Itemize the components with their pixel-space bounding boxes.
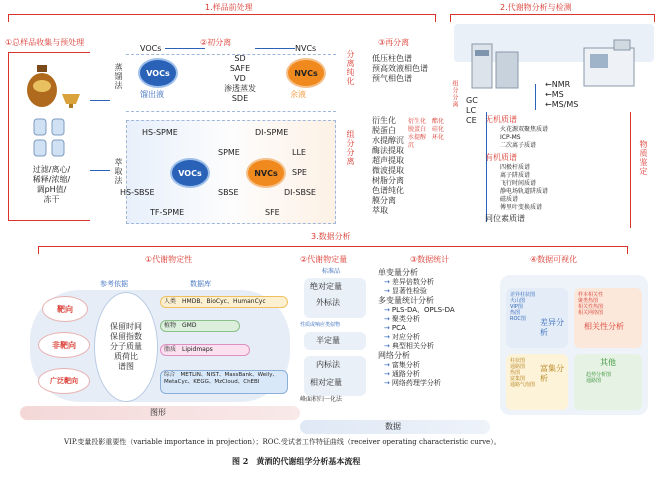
viz-item: 差异柱状图 xyxy=(510,292,536,298)
flow-arrow xyxy=(90,100,110,101)
resep-item: 预气相色谱 xyxy=(372,74,412,83)
resep-mid: 脱蛋白 xyxy=(408,126,427,133)
distill-methods xyxy=(215,54,265,104)
other-items xyxy=(586,372,611,384)
section-title-data-analysis: 3.数据分析 xyxy=(308,232,354,242)
target-text: 广泛靶向 xyxy=(50,377,78,385)
stats-group: 网络分析 xyxy=(378,351,410,360)
viz-item: 相关网络图 xyxy=(578,310,604,316)
inorganic-ms-list xyxy=(500,126,548,150)
viz-item: 聚类热图 xyxy=(578,298,599,304)
ms-item: 火花源双聚焦质谱 xyxy=(500,126,549,133)
pretreat-step: 调pH值/ xyxy=(36,185,67,194)
vocs-text: VOCs xyxy=(178,168,202,178)
identification-label: 物质鉴定 xyxy=(639,140,648,176)
basis-circle xyxy=(94,292,158,402)
rel-items xyxy=(578,292,603,316)
qual-bottom-label: 图形 xyxy=(150,408,166,417)
figure-title: 图 2 黄酒的代谢组学分析基本流程 xyxy=(232,456,361,466)
instr-connector xyxy=(486,112,487,222)
wine-cup-icon xyxy=(60,90,82,110)
quant-semi: 半定量 xyxy=(316,336,340,345)
viz-item: 热图 xyxy=(510,370,521,376)
group-sep-label: 组分分离 xyxy=(451,80,458,108)
enrich-items xyxy=(510,358,535,388)
viz-item: ROC图 xyxy=(510,316,526,322)
db-name: GMD xyxy=(182,322,197,329)
purify-side-label: 分离纯化 xyxy=(346,50,355,86)
db-name: HMDB、BioCyc、HumanCyc xyxy=(182,298,266,305)
method: VD xyxy=(234,74,246,83)
sample-jar-icon xyxy=(22,62,62,110)
step-label-reseparation: ③再分离 xyxy=(378,38,410,47)
std-label: 标准品 xyxy=(322,268,341,275)
bracket-line xyxy=(450,14,655,15)
section-title-analysis: 2.代谢物分析与检测 xyxy=(500,3,572,12)
instr-nmr: ←NMR xyxy=(545,80,571,89)
viz-item: 火山图 xyxy=(510,298,526,304)
method-di-spme: DI-SPME xyxy=(255,128,289,137)
instr-ce: CE xyxy=(466,116,477,125)
method-lle: LLE xyxy=(292,148,306,157)
resep-item: 树脂分离 xyxy=(372,176,404,185)
stats-bottom-label: 数据 xyxy=(385,422,401,431)
stats-item: → 通路分析 xyxy=(378,370,455,379)
basis-item: 分子质量 xyxy=(110,342,142,351)
basis-item: 保留时间 xyxy=(110,322,142,331)
targeted-badge xyxy=(42,296,88,322)
quant-relative: 相对定量 xyxy=(310,378,342,387)
inorganic-ms-title: 无机质谱 xyxy=(485,115,517,124)
stats-item: → 显著性检验 xyxy=(378,287,455,296)
ms-item: ICP-MS xyxy=(500,134,521,141)
quant-title: ②代谢物定量 xyxy=(300,255,348,264)
resep-mid2 xyxy=(432,118,450,142)
resep-mid2-item: 硅化 xyxy=(432,126,445,133)
nvcs-text: NVCs xyxy=(254,168,278,178)
caption-text: VIP.变量投影重要性（variable importance in projection）；ROC.受试者工作特征曲线（receiver operating characteristic curve）。 xyxy=(64,438,501,446)
vocs-extract-ellipse xyxy=(170,158,210,188)
left-border-bottom xyxy=(8,220,90,221)
basis-item: 保留指数 xyxy=(110,332,142,341)
method-hs-spme: HS-SPME xyxy=(142,128,178,137)
bracket-tick xyxy=(8,14,9,22)
db-name: Lipidmaps xyxy=(182,346,213,353)
method-hs-sbse: HS-SBSE xyxy=(120,188,155,197)
resep-item: 色谱纯化 xyxy=(372,186,404,195)
resep-item: 萃取 xyxy=(372,206,388,215)
ref-basis-label: 参考依据 xyxy=(100,280,128,288)
bracket-tick xyxy=(654,14,655,22)
stats-item: → 对应分析 xyxy=(378,333,455,342)
stats-group: 多变量统计分析 xyxy=(378,296,434,305)
instr-name: NMR xyxy=(551,80,571,89)
method: SDE xyxy=(231,94,249,103)
untargeted-badge xyxy=(38,332,90,358)
method-sfe: SFE xyxy=(265,208,280,217)
residue-label: 余液 xyxy=(290,90,306,99)
viz-item: VIP图 xyxy=(510,304,523,310)
method-sbse: SBSE xyxy=(218,188,239,197)
identification-bracket xyxy=(630,112,631,228)
qual-title: ①代谢物定性 xyxy=(145,255,193,264)
instr-name: MS xyxy=(551,90,564,99)
instr-name: MS/MS xyxy=(551,100,579,109)
bracket-tick xyxy=(627,246,628,254)
nmr-instrument-icon xyxy=(580,34,640,94)
viz-item: 趋势分析图 xyxy=(586,372,612,378)
stats-item: → 富集分析 xyxy=(378,361,455,370)
method: SAFE xyxy=(229,64,251,73)
resep-item: 脱蛋白 xyxy=(372,126,396,135)
separation-instruments xyxy=(466,96,478,126)
method-di-sbse: DI-SBSE xyxy=(284,188,316,197)
resep-item: 超声提取 xyxy=(372,156,404,165)
stats-item: → 网络药理学分析 xyxy=(378,379,455,388)
analysis-bracket xyxy=(38,246,628,247)
viz-item: 热图 xyxy=(510,310,521,316)
viz-item: 柱状图 xyxy=(510,358,526,364)
step-label-collection: ①总样品收集与预处理 xyxy=(5,38,85,47)
resep-item: 微波提取 xyxy=(372,166,404,175)
distillate-label: 馏出液 xyxy=(140,90,164,99)
stats-item: → 差异倍数分析 xyxy=(378,278,455,287)
pretreat-step: 稀释/浓缩/ xyxy=(32,175,71,184)
arrow-left xyxy=(165,48,205,49)
quant-footer: 峰面积归一化法 xyxy=(300,396,343,403)
nvcs-distill-ellipse xyxy=(286,58,326,88)
stats-group: 单变量分析 xyxy=(378,268,418,277)
db-name: METLIN、NIST、MassBank、Weily、MetaCyc、KEGG、MzCloud、ChEBI xyxy=(164,372,278,385)
nvcs-extract-ellipse xyxy=(246,158,286,188)
db-general xyxy=(160,370,288,394)
pretreatment-steps xyxy=(24,165,79,205)
db-plant xyxy=(160,320,240,332)
pretreat-step: 冻干 xyxy=(43,195,60,204)
bracket-tick xyxy=(450,14,451,22)
quant-external: 外标法 xyxy=(316,298,340,307)
left-border-top xyxy=(8,52,90,53)
nvcs-top-label: NVCs xyxy=(295,44,317,53)
flow-arrow xyxy=(90,170,110,171)
db-cat: 脂质 xyxy=(164,346,177,353)
viz-item: 样本相关性 xyxy=(578,292,604,298)
lcms-instrument-icon xyxy=(470,34,520,94)
resep-item: 低压柱色谱 xyxy=(372,54,412,63)
stats-title: ③数据统计 xyxy=(410,255,450,264)
arrow-right xyxy=(255,48,295,49)
resep-top-list xyxy=(372,54,428,84)
ms-item: 离子阱质谱 xyxy=(500,172,531,179)
quant-absolute: 绝对定量 xyxy=(310,282,342,291)
resep-mid2-item: 酯化 xyxy=(432,118,445,125)
vocs-top-label: VOCs xyxy=(140,44,162,53)
stats-item: → PLS-DA、OPLS-DA xyxy=(378,306,455,315)
ms-item: 二次离子质谱 xyxy=(500,142,537,149)
resep-item: 衍生化 xyxy=(372,116,396,125)
section-title-pretreatment: 1.样品前处理 xyxy=(205,3,253,12)
nvcs-text: NVCs xyxy=(294,68,318,78)
organic-ms-list xyxy=(500,164,548,212)
db-cat: 综合 xyxy=(164,372,176,378)
db-cat: 人类 xyxy=(164,298,177,305)
viz-item: 富集图 xyxy=(510,376,526,382)
extract-label: 萃取法 xyxy=(114,158,123,185)
distill-label: 蒸馏法 xyxy=(114,63,123,90)
stats-list xyxy=(378,268,455,388)
instr-ms: ←MS xyxy=(545,90,564,99)
pretreat-step: 过滤/离心/ xyxy=(32,165,71,174)
db-label: 数据库 xyxy=(190,280,211,288)
resep-mid: 衍生化 xyxy=(408,118,427,125)
instr-lc: LC xyxy=(466,106,477,115)
ms-item: 飞行时间质谱 xyxy=(500,180,537,187)
viz-item: 通路图 xyxy=(510,364,526,370)
stats-item: → PCA xyxy=(378,324,455,333)
rel-label: 相关性分析 xyxy=(584,322,624,331)
instr-msms: ←MS/MS xyxy=(545,100,579,109)
stats-item: → 聚类分析 xyxy=(378,315,455,324)
viz-item: 通路图 xyxy=(586,378,602,384)
resep-item: 水提醇沉 xyxy=(372,136,404,145)
bracket-tick xyxy=(435,14,436,22)
method: 渗透蒸发 xyxy=(224,84,256,93)
isotope-ms: 同位素质谱 xyxy=(485,214,525,223)
viz-title: ④数据可视化 xyxy=(530,255,578,264)
stats-item: → 典型相关分析 xyxy=(378,342,455,351)
method-spme: SPME xyxy=(218,148,240,157)
basis-item: 谱图 xyxy=(118,362,134,371)
bracket-tick xyxy=(38,246,39,254)
vocs-distill-ellipse xyxy=(138,58,178,88)
ms-item: 静电场轨道阱质谱 xyxy=(500,188,549,195)
basis-item: 质荷比 xyxy=(114,352,138,361)
resep-mid: 水提醇沉 xyxy=(408,134,427,149)
target-buttons xyxy=(38,296,88,396)
resep-item: 酶法提取 xyxy=(372,146,404,155)
db-lipid xyxy=(160,344,250,356)
target-text: 靶向 xyxy=(57,304,73,314)
resep-bottom-list xyxy=(372,116,404,216)
fraction-side-label: 组分分离 xyxy=(346,130,355,166)
left-border xyxy=(8,52,9,220)
resep-mid-labels xyxy=(408,118,430,150)
analog-note: 性质或响应类似物 xyxy=(300,322,341,328)
ms-item: 傅里叶变换质谱 xyxy=(500,204,543,211)
resep-mid2-item: 环化 xyxy=(432,134,445,141)
widely-targeted-badge xyxy=(38,368,90,394)
vocs-text: VOCs xyxy=(146,68,170,78)
other-label: 其他 xyxy=(600,358,616,367)
diff-label: 差异分析 xyxy=(540,318,564,337)
resep-item: 预高效液相色谱 xyxy=(372,64,428,73)
method: SD xyxy=(234,54,246,63)
resep-item: 膜分离 xyxy=(372,196,396,205)
ms-item: 磁质谱 xyxy=(500,196,519,203)
organic-ms-title: 有机质谱 xyxy=(485,153,517,162)
quant-internal: 内标法 xyxy=(316,360,340,369)
instr-connector xyxy=(535,84,536,110)
method-spe: SPE xyxy=(292,168,307,177)
diff-items xyxy=(510,292,535,322)
bracket-line xyxy=(8,14,436,15)
sample-tubes-icon xyxy=(30,115,70,161)
viz-item: 通路气泡图 xyxy=(510,382,536,388)
db-cat: 植物 xyxy=(164,322,177,329)
viz-item: 相关性热图 xyxy=(578,304,604,310)
method-tf-spme: TF-SPME xyxy=(150,208,185,217)
instr-gc: GC xyxy=(466,96,478,105)
enrich-label: 富集分析 xyxy=(540,364,564,383)
target-text: 非靶向 xyxy=(52,340,76,350)
ms-item: 四极杆质谱 xyxy=(500,164,531,171)
db-human xyxy=(160,296,288,308)
step-label-initial-separation: ②初分离 xyxy=(200,38,232,47)
detection-instruments xyxy=(545,80,578,110)
